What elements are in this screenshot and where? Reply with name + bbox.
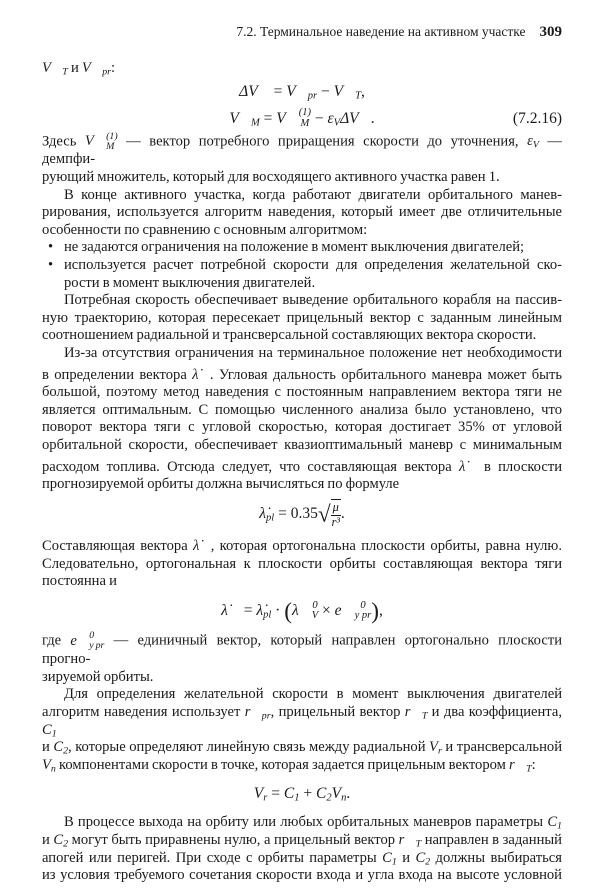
text-line <box>64 239 562 257</box>
subscript: T <box>421 710 428 722</box>
subscript: n <box>50 763 56 775</box>
text-run: . <box>340 504 345 522</box>
text-line <box>42 169 562 187</box>
text-line <box>42 739 562 757</box>
math-symbol <box>332 785 347 802</box>
math-symbol <box>53 739 68 755</box>
text-line <box>42 757 562 775</box>
subscript: pr <box>261 710 271 722</box>
math-base: C <box>315 785 327 803</box>
bullet-item <box>42 257 562 292</box>
paragraph <box>42 686 562 774</box>
text-line <box>42 686 562 704</box>
text-line <box>42 573 562 591</box>
math-symbol <box>42 60 68 76</box>
math-symbol <box>415 850 430 866</box>
math-base: C <box>53 831 64 848</box>
text-run: расходом топлива. Отсюда следует, что составляющая вектора <box>42 458 459 475</box>
text-run: где <box>42 632 71 649</box>
square-root <box>317 500 341 529</box>
text-run: поворот вектора тяги с угловой скоростью, которая достигает 35% от угловой <box>42 419 562 436</box>
math-base: V⃗ <box>229 109 251 127</box>
math-symbol <box>42 722 57 738</box>
text-run: · <box>271 601 285 619</box>
text-line <box>42 455 562 477</box>
math-symbol <box>42 757 56 773</box>
bullet-item <box>42 239 562 257</box>
text-run: рующий множитель, который для восходящего активного участка равен 1. <box>42 169 500 186</box>
superscript: (1) <box>106 130 118 142</box>
math-symbol <box>221 602 240 619</box>
math-base: ΔV⃗ <box>340 109 371 127</box>
text-run: и <box>67 60 82 76</box>
paragraph <box>42 814 562 884</box>
text-run: = <box>269 82 287 100</box>
math-symbol <box>84 130 118 152</box>
section-title: 7.2. Терминальное наведение на активном участке <box>236 24 526 39</box>
text-run: прогнозируемой орбиты должна вычисляться по формуле <box>42 476 400 493</box>
radicand <box>331 499 341 529</box>
text-run: = <box>267 785 284 803</box>
parenthesis: ( <box>284 598 292 625</box>
text-run: = <box>239 601 257 619</box>
math-base: λ⃗ <box>291 601 311 619</box>
running-header <box>42 24 562 41</box>
radical-sign: √ <box>317 501 331 528</box>
text-run: Потребная скорость обеспечивает выведение орбитального корабля на пассив- <box>64 292 562 309</box>
subscript: 1 <box>294 793 300 804</box>
text-run: из условия требуемого сочетания скорости входа и угла входа на высоте условной <box>42 867 562 884</box>
text-run: , которая ортогональна плоскости орбиты, равна нулю. <box>210 538 562 555</box>
math-base: e⃗ <box>70 632 89 649</box>
math-symbol <box>399 832 422 848</box>
text-line <box>64 257 562 275</box>
text-run: : <box>531 756 536 773</box>
math-symbol <box>256 602 271 619</box>
text-line <box>42 132 562 169</box>
math-base: V⃗ <box>84 132 106 149</box>
text-line <box>42 384 562 402</box>
math-base: V⃗ <box>81 60 103 76</box>
math-symbol <box>328 110 341 127</box>
text-run: — единичный вектор, который направлен ортогонально плоскости прогно- <box>42 632 563 668</box>
text-line <box>42 402 562 420</box>
math-symbol <box>239 83 270 100</box>
text-run: рирования, используется алгоритм наведения, который имеет две отличительные <box>42 204 562 221</box>
math-base: C <box>53 739 64 756</box>
text-line <box>42 704 562 739</box>
text-run: большой, поэтому метод наведения с постоянным направлением вектора тяги не <box>42 384 562 401</box>
text-run: компонентами скорости в точке, которая задается прицельным вектором <box>55 756 510 773</box>
text-run: . Угловая дальность орбитального маневра может быть <box>209 366 562 383</box>
math-base: ε <box>527 132 533 149</box>
text-run: и <box>396 849 416 866</box>
superscript: 0 <box>312 599 318 611</box>
text-run: должны выбираться <box>430 849 562 866</box>
math-base: ΔV⃗ <box>239 82 270 100</box>
page-number: 309 <box>539 24 562 40</box>
text-run: зируемой орбиты. <box>42 668 154 685</box>
text-run: направлен в заданный <box>421 831 562 848</box>
text-run: не задаются ограничения на положение в момент выключения двигателей; <box>64 239 525 256</box>
text-line <box>42 437 562 455</box>
math-base: λ̇⃗ <box>193 538 211 555</box>
paragraph <box>42 292 562 345</box>
text-run: в определении вектора <box>42 366 193 383</box>
text-run: в плоскости <box>476 458 563 475</box>
subscript: pl <box>266 512 275 524</box>
math-base: V <box>42 756 51 773</box>
text-run: Следовательно, ортогональная к плоскости орбиты составляющая вектора тяги <box>42 555 562 572</box>
page-body <box>42 60 562 885</box>
math-base: V⃗ <box>42 60 63 76</box>
subscript: V <box>333 117 341 129</box>
subscript: T <box>355 90 362 102</box>
subscript: r <box>437 745 442 757</box>
text-run: соотношением радиальной и трансверсальной составляющих вектора скорости. <box>42 327 537 344</box>
subscript: y pr <box>89 640 105 652</box>
text-line <box>42 832 562 850</box>
paragraph <box>42 631 562 686</box>
text-run: и два коэффициента, <box>427 704 562 720</box>
subscript: V <box>532 139 539 151</box>
subscript: r <box>263 793 268 804</box>
math-symbol <box>509 757 532 773</box>
math-base: λ̇ <box>256 601 264 619</box>
display-equation <box>42 78 562 105</box>
math-symbol <box>340 110 371 127</box>
text-run: , прицельный вектор <box>270 704 405 720</box>
math-symbol <box>82 60 111 76</box>
superscript: 0 <box>360 599 366 611</box>
text-run: используется расчет потребной скорости для определения желательной ско- <box>64 257 562 273</box>
text-run: и <box>42 739 54 756</box>
subscript: 2 <box>425 856 431 868</box>
script-stack <box>355 601 372 622</box>
subscript: 1 <box>557 820 562 832</box>
text-line <box>42 556 562 574</box>
math-base: r⃗ <box>404 704 422 720</box>
text-line <box>42 814 562 832</box>
math-symbol <box>316 785 332 802</box>
math-symbol <box>70 630 105 652</box>
text-line <box>42 476 562 494</box>
script-stack <box>106 132 118 152</box>
math-symbol <box>547 814 562 830</box>
text-run: − <box>317 82 334 100</box>
math-symbol <box>429 739 442 755</box>
text-run: × <box>318 601 335 619</box>
display-equation <box>42 105 562 132</box>
subscript: T <box>415 838 422 850</box>
paragraph <box>42 345 562 494</box>
text-run: апогей или перигей. При сходе с орбиты параметры <box>42 849 383 866</box>
text-run: — демпфи- <box>42 132 562 168</box>
math-symbol <box>245 704 271 720</box>
text-run: Для определения желательной скорости в момент выключения двигателей <box>64 686 562 703</box>
script-stack <box>89 631 104 651</box>
math-base: λ̇ <box>259 504 266 522</box>
text-run: ную траекторию, которая пересекает прицельный вектор с заданным линейным <box>42 309 562 326</box>
text-line <box>42 850 562 868</box>
subscript: M <box>250 117 260 129</box>
math-base: C <box>415 849 426 866</box>
math-base: V <box>253 785 264 803</box>
text-run: алгоритм наведения использует <box>42 704 245 720</box>
text-run: + <box>299 785 316 803</box>
paragraph <box>42 534 562 591</box>
math-symbol <box>193 538 211 554</box>
denominator: r³ <box>331 514 340 529</box>
text-run: . <box>370 109 375 127</box>
math-base: r⃗ <box>244 704 262 720</box>
subscript: 1 <box>391 856 397 868</box>
text-line <box>42 327 562 345</box>
superscript: 0 <box>89 630 95 642</box>
math-base: V⃗ <box>276 109 298 127</box>
text-run: − <box>311 109 328 127</box>
fraction <box>331 501 341 529</box>
math-symbol <box>284 785 300 802</box>
math-base: λ̇⃗ <box>192 366 210 383</box>
math-base: e⃗ <box>334 601 354 619</box>
text-run: В процессе выхода на орбиту или любых орбитальных маневров параметры <box>64 814 548 831</box>
script-stack <box>299 108 311 129</box>
math-symbol <box>291 599 319 622</box>
math-symbol <box>334 83 361 100</box>
math-base: C <box>547 814 558 831</box>
math-base: V⃗ <box>286 82 308 100</box>
text-run: рости в момент выключения двигателей. <box>64 274 316 291</box>
subscript: n <box>341 793 347 804</box>
math-symbol <box>229 110 259 127</box>
subscript: pr <box>307 90 318 102</box>
math-symbol <box>405 704 428 720</box>
text-run: Из-за отсутствия ограничения на терминальное положение нет необходимости <box>64 344 562 361</box>
subscript: 2 <box>326 793 332 804</box>
display-equation <box>42 774 562 814</box>
math-base: λ̇⃗ <box>458 458 477 475</box>
subscript: M <box>300 118 310 130</box>
parenthesis: ) <box>371 598 380 625</box>
math-symbol <box>382 850 397 866</box>
text-run: могут быть приравнены нулю, а прицельный вектор <box>68 831 399 848</box>
text-run: постоянна и <box>42 573 117 590</box>
subscript: pr <box>102 66 111 78</box>
math-symbol <box>276 107 312 130</box>
subscript: 2 <box>63 745 69 757</box>
math-symbol <box>254 785 268 802</box>
subscript: pl <box>263 609 272 621</box>
math-base: λ̇⃗ <box>221 601 240 619</box>
subscript: V <box>311 610 319 622</box>
math-symbol <box>527 133 539 149</box>
math-base: V <box>429 739 438 756</box>
text-line <box>42 204 562 222</box>
subscript: T <box>526 763 532 775</box>
text-line <box>42 60 562 78</box>
math-base: C <box>42 721 52 738</box>
text-line <box>42 867 562 885</box>
text-line <box>42 310 562 328</box>
math-symbol <box>192 367 210 383</box>
text-line <box>42 669 562 687</box>
paragraph <box>42 187 562 240</box>
text-run: и трансверсальной <box>441 739 563 756</box>
text-line <box>42 345 562 363</box>
math-base: C <box>283 785 295 803</box>
subscript: T <box>62 66 68 78</box>
text-run: — вектор потребного приращения скорости до уточнения, <box>117 132 528 149</box>
math-base: r⃗ <box>509 756 527 773</box>
text-run: = <box>259 109 277 127</box>
text-run: орбитальной скорости, обеспечивает квазиоптимальный маневр с минимальным <box>42 436 562 453</box>
subscript: y pr <box>354 610 372 622</box>
math-base: V⃗ <box>333 82 356 100</box>
superscript: (1) <box>298 107 312 119</box>
numerator: μ <box>332 500 339 515</box>
display-equation <box>42 591 562 631</box>
math-symbol <box>459 459 477 475</box>
paragraph <box>42 132 562 187</box>
text-line <box>42 363 562 385</box>
subscript: 2 <box>63 838 69 850</box>
subscript: 1 <box>51 728 57 740</box>
text-line <box>42 419 562 437</box>
text-run: : <box>111 60 116 76</box>
math-base: C <box>382 849 392 866</box>
math-base: V <box>331 785 342 803</box>
text-run: , <box>361 82 365 100</box>
subscript: M <box>106 140 115 152</box>
math-base: ε <box>327 109 334 127</box>
text-run: , которые определяют линейную связь между радиальной <box>68 739 430 756</box>
text-run: особенности по сравнению с основным алгоритмом: <box>42 221 368 238</box>
text-run: Здесь <box>42 132 85 149</box>
paragraph <box>42 60 562 78</box>
text-run: и <box>42 831 54 848</box>
text-run: Составляющая вектора <box>42 538 194 555</box>
math-symbol <box>286 83 317 100</box>
text-line <box>42 292 562 310</box>
text-run: , <box>379 601 383 619</box>
text-run: В конце активного участка, когда работают двигатели орбитального манев- <box>64 186 562 203</box>
text-run: . <box>346 785 351 803</box>
math-symbol <box>259 505 274 522</box>
math-symbol <box>53 832 68 848</box>
math-base: r⃗ <box>398 831 416 848</box>
text-run: является оптимальным. С помощью численного анализа было установлено, что <box>42 401 562 418</box>
text-line <box>42 631 562 668</box>
text-line <box>42 222 562 240</box>
text-line <box>42 534 562 556</box>
text-line <box>64 275 562 293</box>
text-line <box>42 187 562 205</box>
math-symbol <box>334 599 372 622</box>
equation-number: (7.2.16) <box>512 109 562 127</box>
display-equation <box>42 494 562 534</box>
text-run: = 0.35 <box>274 504 318 522</box>
